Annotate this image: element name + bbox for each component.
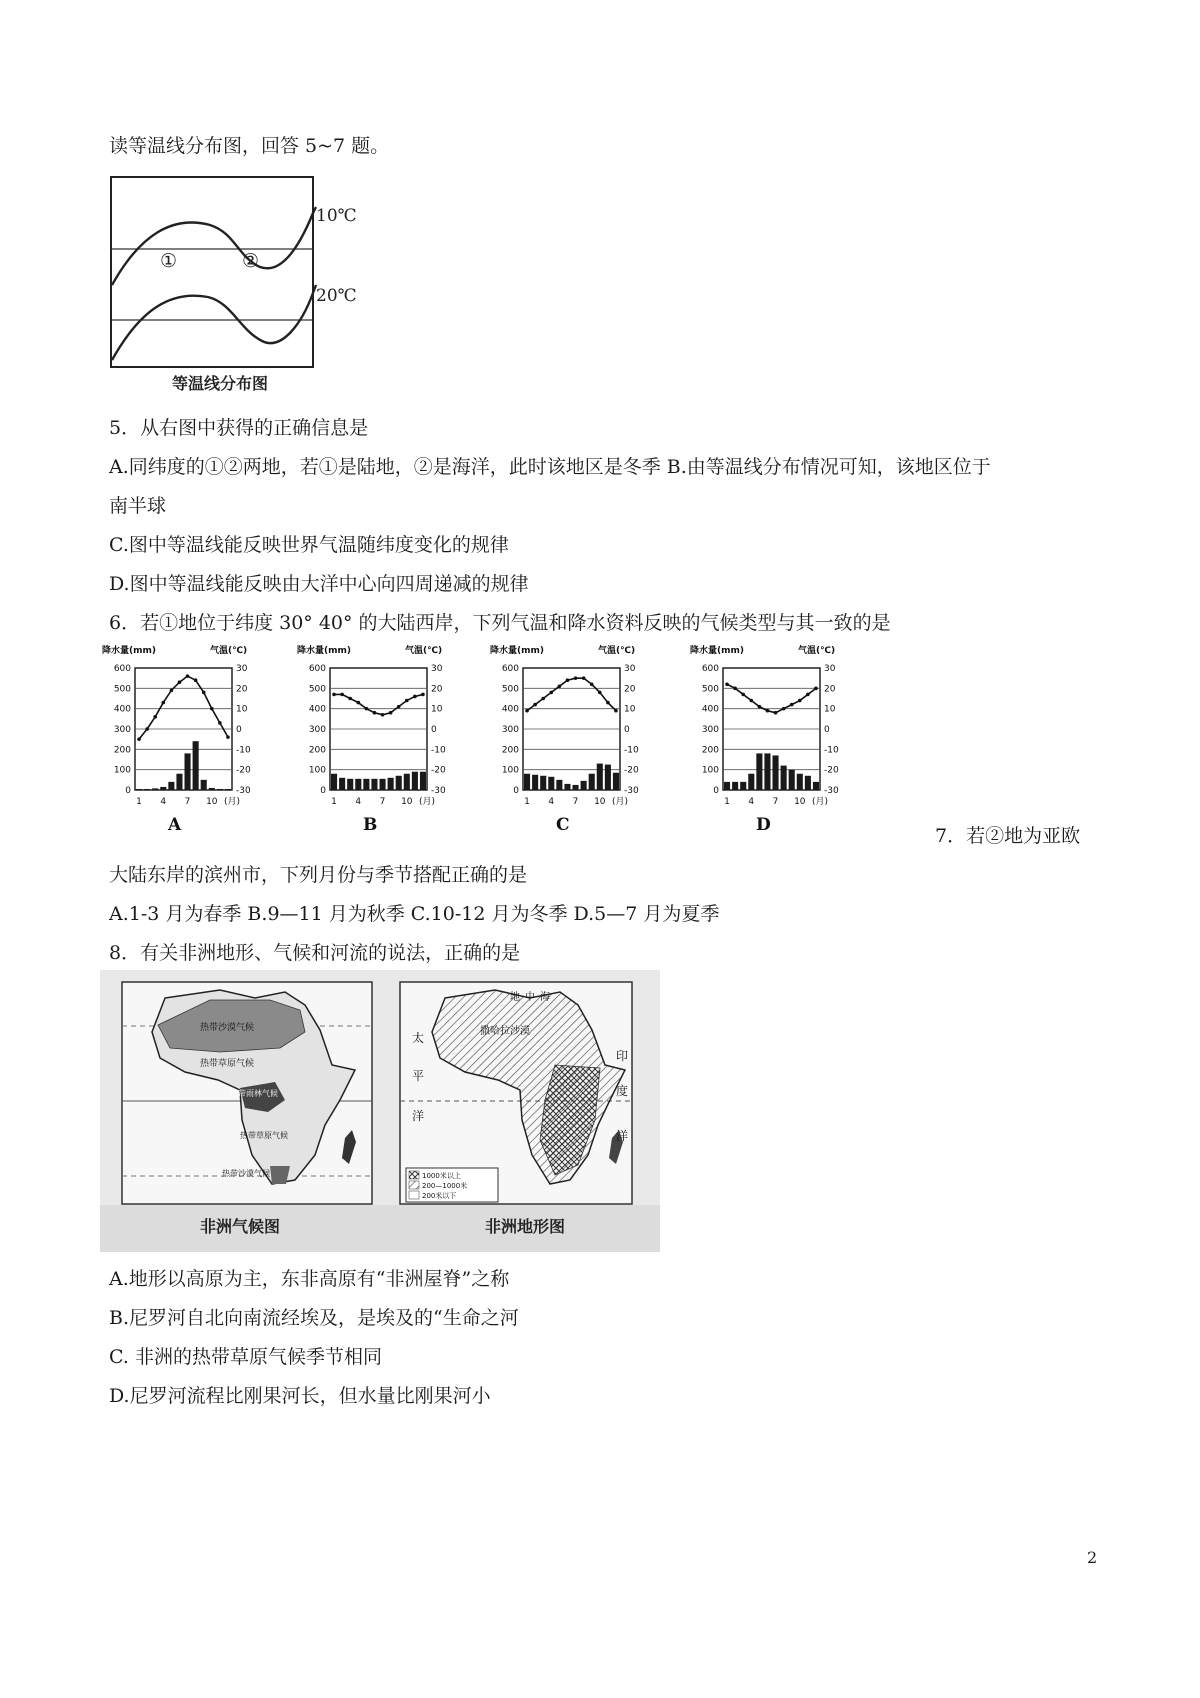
temp-point-A: [153, 715, 157, 719]
x-tick-label: 10: [794, 797, 806, 807]
point-2-marker: ②: [242, 250, 260, 272]
temp-point-A: [226, 735, 230, 739]
temp-tick-label: 0: [236, 725, 242, 735]
precip-bar-B: [355, 779, 361, 790]
precip-tick-label: 0: [713, 786, 719, 796]
precip-tick-label: 600: [113, 664, 131, 674]
precip-bar-A: [185, 753, 191, 790]
africa-terrain-map: [400, 982, 632, 1204]
precip-tick-label: 300: [113, 725, 131, 735]
precip-bar-A: [201, 780, 207, 790]
temp-point-B: [332, 693, 336, 697]
precip-tick-label: 400: [308, 704, 326, 715]
precip-tick-label: 200: [113, 745, 131, 756]
terrain-label-sahara: 撒哈拉沙漠: [480, 1026, 530, 1037]
temp-tick-label: 30: [236, 664, 248, 674]
precip-bar-C: [581, 781, 587, 790]
precip-bar-C: [573, 785, 579, 790]
precip-bar-C: [605, 765, 611, 790]
temp-point-C: [541, 697, 545, 701]
precip-tick-label: 600: [501, 664, 519, 674]
precip-bar-C: [589, 774, 595, 790]
q8-option-c: C. 非洲的热带草原气候季节相同: [109, 1346, 382, 1368]
x-tick-label: 7: [379, 797, 386, 807]
q8-option-b: B.尼罗河自北向南流经埃及，是埃及的“生命之河: [109, 1307, 519, 1329]
precip-bar-B: [363, 779, 369, 790]
precip-bar-D: [732, 782, 738, 790]
temp-point-A: [161, 701, 165, 705]
precip-tick-label: 400: [701, 704, 719, 715]
x-tick-label: 7: [572, 797, 579, 807]
q6-stem: 6．若①地位于纬度 30° 40° 的大陆西岸，下列气温和降水资料反映的气候类型与其一致的是: [109, 612, 891, 634]
temp-tick-label: -30: [431, 786, 446, 796]
precip-bar-D: [773, 755, 779, 790]
precip-bar-C: [556, 780, 562, 790]
precip-bar-C: [597, 764, 603, 790]
precip-tick-label: 500: [701, 684, 719, 695]
terrain-label-atlantic-3: 洋: [412, 1109, 425, 1123]
temp-point-D: [814, 687, 818, 691]
precip-tick-label: 500: [113, 684, 131, 695]
chart-label-A: A: [168, 815, 182, 835]
precip-tick-label: 300: [308, 725, 326, 735]
precip-bar-C: [524, 774, 530, 790]
temp-point-C: [598, 691, 602, 695]
q7-stem-start: 7．若②地为亚欧: [935, 825, 1081, 847]
terrain-map-caption: 非洲地形图: [485, 1217, 566, 1236]
temp-point-A: [145, 727, 149, 731]
precip-bar-B: [371, 779, 377, 790]
precip-bar-A: [193, 741, 199, 790]
x-tick-label: 1: [524, 797, 530, 807]
temp-point-D: [733, 687, 737, 691]
terrain-label-atlantic-2: 平: [412, 1069, 425, 1083]
africa-climate-map: [122, 982, 372, 1204]
temp-point-C: [525, 709, 529, 713]
x-tick-label: 4: [355, 797, 362, 807]
climate-label-sahara: 热带沙漠气候: [200, 1023, 255, 1033]
temp-tick-label: 20: [236, 684, 248, 695]
temp-point-A: [194, 678, 198, 682]
precip-tick-label: 100: [308, 765, 326, 776]
temp-tick-label: 0: [624, 725, 630, 735]
temp-point-A: [170, 689, 174, 693]
q5-stem: 5．从右图中获得的正确信息是: [109, 417, 369, 439]
precip-tick-label: 200: [308, 745, 326, 756]
terrain-label-med-3: 海: [540, 992, 550, 1003]
q7-options: A.1-3 月为春季 B.9—11 月为秋季 C.10-12 月为冬季 D.5—7 月为夏季: [109, 903, 720, 925]
temp-tick-label: -20: [236, 765, 251, 776]
intro-text: 读等温线分布图，回答 5~7 题。: [109, 135, 390, 157]
precip-bar-D: [789, 770, 795, 790]
isotherm-10-curve: [112, 207, 316, 285]
temp-point-B: [389, 711, 393, 715]
terrain-label-med-1: 地: [510, 992, 520, 1003]
precip-bar-A: [144, 789, 150, 790]
precip-tick-label: 600: [308, 664, 326, 674]
temp-point-C: [582, 676, 586, 680]
chart-label-B: B: [363, 815, 378, 835]
precip-bar-D: [781, 766, 787, 790]
temp-tick-label: -10: [824, 745, 839, 756]
legend-label-3: 200米以下: [422, 1192, 457, 1200]
precip-bar-B: [404, 774, 410, 790]
point-1-marker: ①: [160, 250, 178, 272]
x-tick-label: 10: [206, 797, 218, 807]
temp-point-C: [558, 685, 562, 689]
temp-point-B: [413, 695, 417, 699]
temp-tick-label: -10: [236, 745, 251, 756]
precip-bar-B: [331, 774, 337, 790]
x-tick-label: 4: [160, 797, 167, 807]
temp-tick-label: -10: [624, 745, 639, 756]
precip-bar-B: [380, 779, 386, 790]
q8-stem: 8．有关非洲地形、气候和河流的说法，正确的是: [109, 942, 521, 964]
precip-axis-title-D: 降水量(mm): [690, 646, 744, 656]
precip-bar-C: [613, 773, 619, 790]
precip-tick-label: 0: [125, 786, 131, 796]
precip-bar-C: [540, 776, 546, 790]
precip-bar-D: [748, 774, 754, 790]
precip-tick-label: 400: [501, 704, 519, 715]
temp-tick-label: -20: [431, 765, 446, 776]
precip-bar-B: [388, 778, 394, 790]
terrain-label-med-2: 中: [525, 992, 535, 1003]
x-axis-unit: (月): [224, 797, 241, 807]
precip-axis-title-B: 降水量(mm): [297, 646, 351, 656]
page-number: 2: [1087, 1548, 1098, 1567]
isotherm-label-20: 20℃: [316, 286, 357, 306]
temp-point-D: [741, 693, 745, 697]
temp-point-C: [614, 709, 618, 713]
precip-bar-B: [396, 776, 402, 790]
precip-tick-label: 300: [501, 725, 519, 735]
temp-tick-label: 20: [431, 684, 443, 695]
climate-label-savanna-south: 热带草原气候: [240, 1131, 288, 1140]
temp-tick-label: 0: [824, 725, 830, 735]
precip-axis-title-A: 降水量(mm): [102, 646, 156, 656]
precip-bar-A: [136, 789, 142, 790]
temp-line-C: [527, 678, 616, 711]
precip-bar-D: [740, 782, 746, 790]
chart-label-D: D: [756, 815, 771, 835]
precip-tick-label: 500: [501, 684, 519, 695]
temp-point-B: [381, 713, 385, 717]
temp-point-B: [340, 693, 344, 697]
temp-axis-title-C: 气温(℃): [598, 646, 636, 656]
temp-point-D: [782, 707, 786, 711]
temp-tick-label: 30: [624, 664, 636, 674]
x-tick-label: 4: [548, 797, 555, 807]
precip-bar-A: [217, 789, 223, 790]
temp-point-D: [774, 711, 778, 715]
x-tick-label: 1: [724, 797, 730, 807]
precip-bar-D: [756, 753, 762, 790]
temp-axis-title-A: 气温(℃): [210, 646, 248, 656]
legend-label-2: 200—1000米: [422, 1182, 468, 1190]
temp-point-C: [549, 691, 553, 695]
x-tick-label: 7: [772, 797, 779, 807]
temp-point-A: [178, 680, 182, 684]
temp-tick-label: 10: [824, 704, 836, 715]
terrain-legend: [406, 1168, 498, 1202]
temp-line-A: [139, 676, 228, 739]
precip-bar-D: [797, 774, 803, 790]
temp-point-C: [574, 676, 578, 680]
x-tick-label: 1: [136, 797, 142, 807]
climate-label-desert-south: 热带沙漠气候: [222, 1169, 270, 1178]
precip-bar-B: [347, 779, 353, 790]
temp-tick-label: 20: [824, 684, 836, 695]
precip-tick-label: 100: [701, 765, 719, 776]
climate-map-caption: 非洲气候图: [200, 1217, 281, 1236]
precip-bar-A: [152, 788, 158, 790]
temp-point-D: [749, 699, 753, 703]
x-axis-unit: (月): [612, 797, 629, 807]
temp-point-D: [798, 699, 802, 703]
temp-tick-label: 0: [431, 725, 437, 735]
precip-tick-label: 400: [113, 704, 131, 715]
temp-tick-label: -30: [824, 786, 839, 796]
precip-bar-A: [176, 774, 182, 790]
chart-label-C: C: [556, 815, 570, 835]
temp-point-C: [533, 703, 537, 707]
q5-option-b-cont: 南半球: [109, 495, 167, 517]
temp-point-B: [421, 693, 425, 697]
temp-tick-label: -20: [824, 765, 839, 776]
terrain-label-indian-3: 洋: [616, 1129, 629, 1143]
precip-bar-A: [209, 788, 215, 790]
temp-point-B: [405, 699, 409, 703]
temp-point-C: [606, 701, 610, 705]
x-axis-unit: (月): [812, 797, 829, 807]
precip-bar-D: [724, 782, 730, 790]
temp-tick-label: -10: [431, 745, 446, 756]
temp-point-A: [202, 691, 206, 695]
isotherm-caption: 等温线分布图: [172, 374, 269, 393]
isotherm-label-10: 10℃: [316, 206, 357, 226]
temp-point-A: [186, 674, 190, 678]
x-tick-label: 10: [401, 797, 413, 807]
precip-bar-C: [532, 775, 538, 790]
temp-point-A: [218, 721, 222, 725]
climate-label-rainforest: 热带雨林气候: [230, 1089, 278, 1098]
temp-point-D: [806, 693, 810, 697]
q7-stem-cont: 大陆东岸的滨州市，下列月份与季节搭配正确的是: [109, 864, 528, 886]
temp-tick-label: 10: [624, 704, 636, 715]
temp-point-D: [766, 709, 770, 713]
climate-label-savanna: 热带草原气候: [200, 1059, 255, 1069]
temp-point-B: [397, 705, 401, 709]
temp-point-B: [348, 697, 352, 701]
precip-bar-D: [813, 782, 819, 790]
q5-option-c: C.图中等温线能反映世界气温随纬度变化的规律: [109, 534, 509, 556]
temp-point-B: [356, 701, 360, 705]
precip-tick-label: 100: [501, 765, 519, 776]
temp-tick-label: 10: [236, 704, 248, 715]
temp-axis-title-D: 气温(℃): [798, 646, 836, 656]
x-axis-unit: (月): [419, 797, 436, 807]
temp-tick-label: 30: [824, 664, 836, 674]
precip-bar-D: [764, 753, 770, 790]
x-tick-label: 10: [594, 797, 606, 807]
temp-axis-title-B: 气温(℃): [405, 646, 443, 656]
q8-option-a: A.地形以高原为主，东非高原有“非洲屋脊”之称: [109, 1268, 510, 1290]
terrain-label-atlantic-1: 太: [412, 1031, 425, 1045]
temp-tick-label: -30: [624, 786, 639, 796]
precip-bar-C: [564, 784, 570, 790]
temp-point-B: [365, 707, 369, 711]
q8-option-d: D.尼罗河流程比刚果河长，但水量比刚果河小: [109, 1385, 491, 1407]
temp-point-A: [137, 737, 141, 741]
x-tick-label: 7: [184, 797, 191, 807]
q5-options-a-b: A.同纬度的①②两地，若①是陆地，②是海洋，此时该地区是冬季 B.由等温线分布情况可知，该地区位于: [109, 456, 991, 478]
precip-bar-D: [805, 776, 811, 790]
precip-tick-label: 0: [513, 786, 519, 796]
precip-bar-B: [412, 772, 418, 790]
temp-tick-label: 30: [431, 664, 443, 674]
x-tick-label: 4: [748, 797, 755, 807]
temp-point-C: [566, 678, 570, 682]
terrain-label-indian-1: 印: [616, 1049, 629, 1063]
precip-tick-label: 0: [320, 786, 326, 796]
temp-point-D: [790, 703, 794, 707]
precip-bar-C: [548, 777, 554, 790]
isotherm-figure: [110, 175, 370, 400]
precip-bar-A: [168, 782, 174, 790]
temp-point-B: [373, 711, 377, 715]
terrain-label-indian-2: 度: [616, 1084, 629, 1098]
precip-tick-label: 200: [501, 745, 519, 756]
temp-point-D: [758, 705, 762, 709]
precip-tick-label: 300: [701, 725, 719, 735]
precip-tick-label: 100: [113, 765, 131, 776]
temp-tick-label: 20: [624, 684, 636, 695]
temp-tick-label: -30: [236, 786, 251, 796]
legend-label-1: 1000米以上: [422, 1172, 461, 1180]
temp-tick-label: 10: [431, 704, 443, 715]
temp-tick-label: -20: [624, 765, 639, 776]
q5-option-d: D.图中等温线能反映由大洋中心向四周递减的规律: [109, 573, 529, 595]
precip-axis-title-C: 降水量(mm): [490, 646, 544, 656]
precip-bar-B: [339, 778, 345, 790]
temp-point-A: [210, 707, 214, 711]
precip-tick-label: 600: [701, 664, 719, 674]
precip-tick-label: 500: [308, 684, 326, 695]
precip-bar-A: [160, 787, 166, 790]
precip-bar-A: [225, 789, 231, 790]
africa-maps: [100, 970, 660, 1252]
isotherm-20-curve: [112, 285, 316, 360]
temp-line-B: [334, 694, 423, 714]
climate-charts: [100, 640, 1060, 840]
temp-point-D: [725, 682, 729, 686]
precip-tick-label: 200: [701, 745, 719, 756]
temp-point-C: [590, 682, 594, 686]
x-tick-label: 1: [331, 797, 337, 807]
precip-bar-B: [420, 772, 426, 790]
